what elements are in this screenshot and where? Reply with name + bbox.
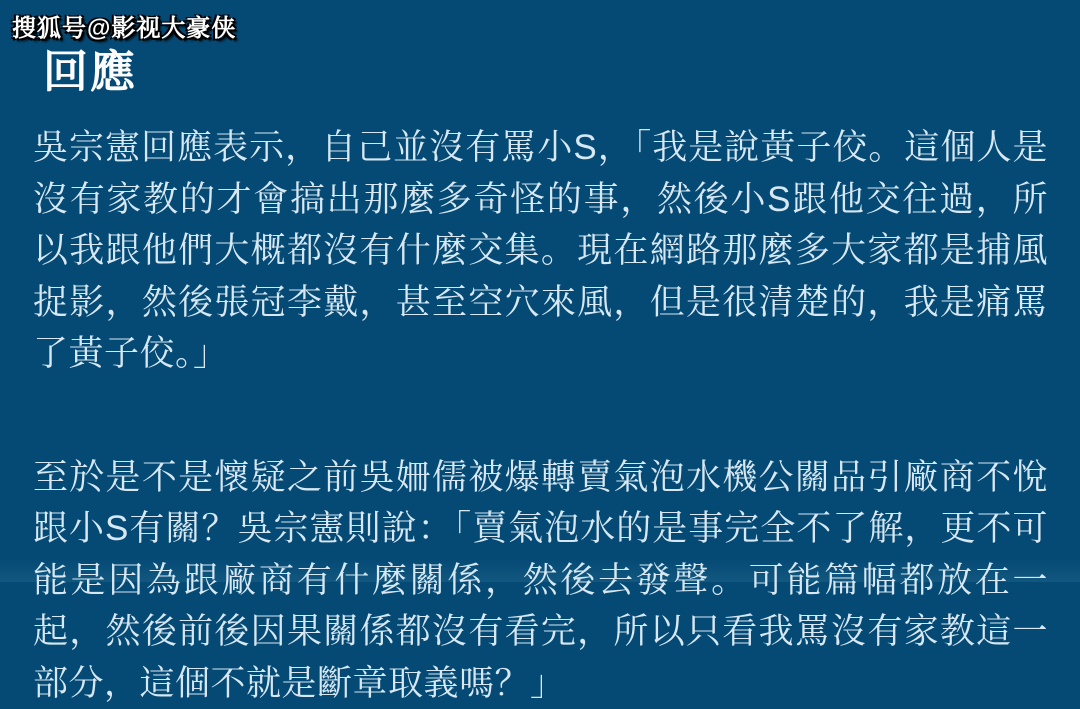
article-body <box>33 122 1048 709</box>
paragraph-spacer <box>33 401 1048 452</box>
paragraph-sparkling-water: 至於是不是懷疑之前吳姍儒被爆轉賣氣泡水機公關品引廠商不悅跟小S有關？吳宗憲則說：「賣氣泡水的是事完全不了解，更不可能是因為跟廠商有什麼關係，然後去發聲。可能篇幅都放在一起，然後前後因果關係都沒有看完，所以只看我罵沒有家教這一部分，這個不就是斷章取義嗎？」 <box>33 452 1048 709</box>
paragraph-response: 吳宗憲回應表示，自己並沒有罵小S，「我是說黃子佼。這個人是沒有家教的才會搞出那麼多奇怪的事，然後小S跟他交往過，所以我跟他們大概都沒有什麼交集。現在網路那麼多大家都是捕風捉影，然後張冠李戴，甚至空穴來風，但是很清楚的，我是痛罵了黃子佼。」 <box>33 122 1048 380</box>
section-heading: 回應 <box>43 46 137 98</box>
sohu-watermark: 搜狐号@影视大豪侠 <box>12 8 236 43</box>
